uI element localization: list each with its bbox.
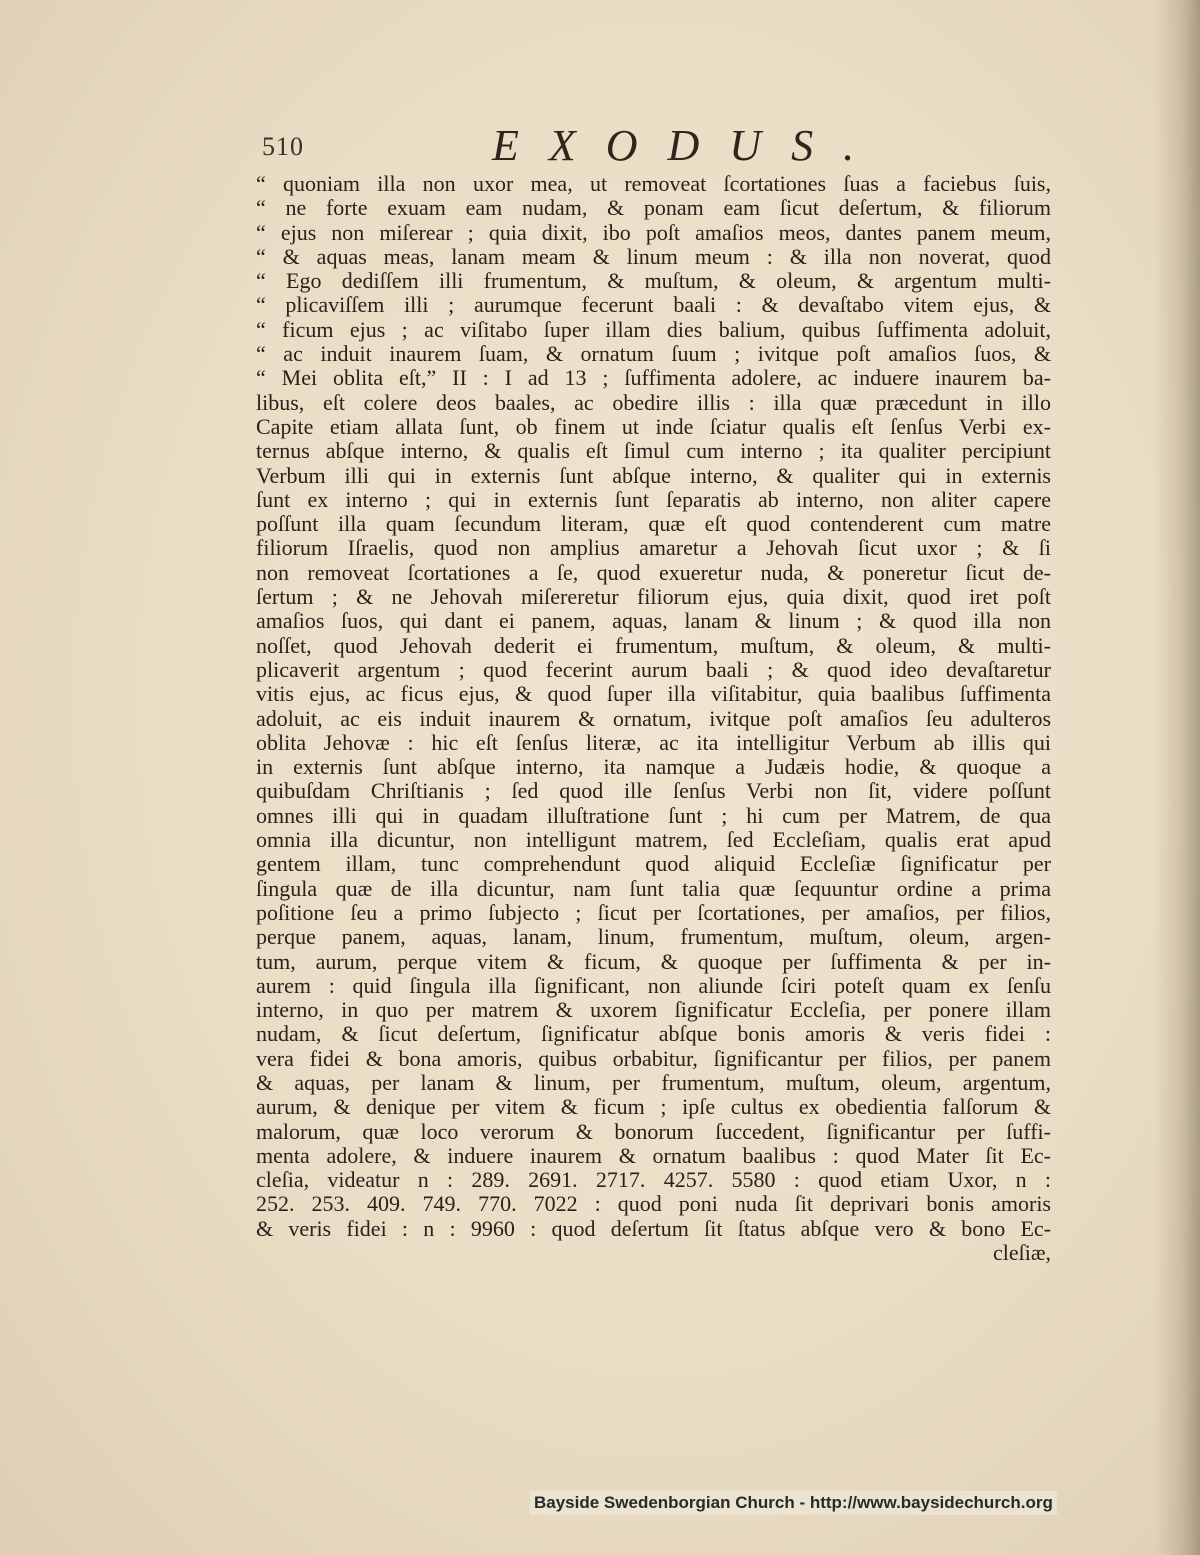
text-line: menta adolere, & induere inaurem & ornatum baalibus : quod Mater ſit Ec- bbox=[256, 1143, 1051, 1168]
text-line: ſunt ex interno ; qui in externis ſunt ſeparatis ab interno, non aliter capere bbox=[256, 487, 1051, 512]
body-text bbox=[256, 172, 1051, 1265]
text-line: tum, aurum, perque vitem & ficum, & quoque per ſuffimenta & per in- bbox=[256, 949, 1051, 974]
text-line: aurem : quid ſingula illa ſignificant, non aliunde ſciri poteſt quam ex ſenſu bbox=[256, 973, 1051, 998]
text-line: “ quoniam illa non uxor mea, ut removeat ſcortationes ſuas a faciebus ſuis, bbox=[256, 172, 1051, 196]
watermark-credit: Bayside Swedenborgian Church - http://www.baysidechurch.org bbox=[530, 1491, 1057, 1515]
text-line: “ ficum ejus ; ac viſitabo ſuper illam dies balium, quibus ſuffimenta adoluit, bbox=[256, 317, 1051, 342]
text-line: ternus abſque interno, & qualis eſt ſimul cum interno ; ita qualiter percipiunt bbox=[256, 439, 1051, 464]
text-line: Verbum illi qui in externis ſunt abſque interno, & qualiter qui in externis bbox=[256, 463, 1051, 488]
text-line: ſertum ; & ne Jehovah miſereretur filiorum ejus, quia dixit, quod iret poſt bbox=[256, 585, 1051, 610]
text-line: filiorum Iſraelis, quod non amplius amaretur a Jehovah ſicut uxor ; & ſi bbox=[256, 536, 1051, 561]
running-title: EXODUS. bbox=[492, 121, 885, 170]
text-line: noſſet, quod Jehovah dederit ei frumentum, muſtum, & oleum, & multi- bbox=[256, 633, 1051, 658]
page-header bbox=[262, 120, 1062, 170]
text-line: omnia illa dicuntur, non intelligunt matrem, ſed Eccleſiam, qualis erat apud bbox=[256, 828, 1051, 853]
text-line: nudam, & ſicut deſertum, ſignificatur abſque bonis amoris & veris fidei : bbox=[256, 1022, 1051, 1047]
text-line: omnes illi qui in quadam illuſtratione ſunt ; hi cum per Matrem, de qua bbox=[256, 803, 1051, 828]
text-line: non removeat ſcortationes a ſe, quod exueretur nuda, & poneretur ſicut de- bbox=[256, 560, 1051, 585]
text-line: 252. 253. 409. 749. 770. 7022 : quod poni nuda ſit deprivari bonis amoris bbox=[256, 1192, 1051, 1217]
text-line: “ ac induit inaurem ſuam, & ornatum ſuum ; ivitque poſt amaſios ſuos, & bbox=[256, 342, 1051, 367]
text-line: quibuſdam Chriſtianis ; ſed quod ille ſenſus Verbi non ſit, videre poſſunt bbox=[256, 779, 1051, 804]
text-line: ſingula quæ de illa dicuntur, nam ſunt talia quæ ſequuntur ordine a prima bbox=[256, 876, 1051, 901]
text-line: adoluit, ac eis induit inaurem & ornatum, ivitque poſt amaſios ſeu adulteros bbox=[256, 706, 1051, 731]
text-line: libus, eſt colere deos baales, ac obedire illis : illa quæ præcedunt in illo bbox=[256, 390, 1051, 415]
text-line: in externis ſunt abſque interno, ita namque a Judæis hodie, & quoque a bbox=[256, 755, 1051, 780]
text-line: malorum, quæ loco verorum & bonorum ſuccedent, ſignificantur per ſuffi- bbox=[256, 1119, 1051, 1144]
text-line: “ & aquas meas, lanam meam & linum meum : & illa non noverat, quod bbox=[256, 244, 1051, 269]
text-line: “ Ego dediſſem illi frumentum, & muſtum, & oleum, & argentum multi- bbox=[256, 269, 1051, 294]
text-line: plicaverit argentum ; quod fecerint aurum baali ; & quod ideo devaſtaretur bbox=[256, 657, 1051, 682]
text-line: vitis ejus, ac ficus ejus, & quod ſuper illa viſitabitur, quia baalibus ſuffimenta bbox=[256, 682, 1051, 707]
text-line: aurum, & denique per vitem & ficum ; ipſe cultus ex obedientia falſorum & bbox=[256, 1095, 1051, 1120]
text-line: Capite etiam allata ſunt, ob finem ut inde ſciatur qualis eſt ſenſus Verbi ex- bbox=[256, 414, 1051, 439]
text-line: poſitione ſeu a primo ſubjecto ; ſicut per ſcortationes, per amaſios, per filios, bbox=[256, 900, 1051, 925]
page-number: 510 bbox=[262, 132, 304, 161]
text-line: & veris fidei : n : 9960 : quod deſertum ſit ſtatus abſque vero & bono Ec- bbox=[256, 1216, 1051, 1241]
text-line: poſſunt illa quam ſecundum literam, quæ eſt quod contenderent cum matre bbox=[256, 512, 1051, 537]
text-line: oblita Jehovæ : hic eſt ſenſus literæ, ac ita intelligitur Verbum ab illis qui bbox=[256, 730, 1051, 755]
text-line: gentem illam, tunc comprehendunt quod aliquid Eccleſiæ ſignificatur per bbox=[256, 852, 1051, 877]
text-line: “ plicaviſſem illi ; aurumque fecerunt baali : & devaſtabo vitem ejus, & bbox=[256, 293, 1051, 318]
text-line: “ Mei oblita eſt,” II : I ad 13 ; ſuffimenta adolere, ac induere inaurem ba- bbox=[256, 366, 1051, 391]
text-line: cleſia, videatur n : 289. 2691. 2717. 4257. 5580 : quod etiam Uxor, n : bbox=[256, 1168, 1051, 1193]
text-line: perque panem, aquas, lanam, linum, frumentum, muſtum, oleum, argen- bbox=[256, 925, 1051, 950]
text-line: “ ne forte exuam eam nudam, & ponam eam ſicut deſertum, & filiorum bbox=[256, 196, 1051, 221]
book-gutter-shadow bbox=[1154, 0, 1200, 1555]
text-line: cleſiæ, bbox=[992, 1241, 1051, 1266]
text-line: & aquas, per lanam & linum, per frumentum, muſtum, oleum, argentum, bbox=[256, 1070, 1051, 1095]
text-line: amaſios ſuos, qui dant ei panem, aquas, lanam & linum ; & quod illa non bbox=[256, 609, 1051, 634]
text-line: vera fidei & bona amoris, quibus orbabitur, ſignificantur per filios, per panem bbox=[256, 1046, 1051, 1071]
text-line: “ ejus non miſerear ; quia dixit, ibo poſt amaſios meos, dantes panem meum, bbox=[256, 220, 1051, 245]
text-line: interno, in quo per matrem & uxorem ſignificatur Eccleſia, per ponere illam bbox=[256, 998, 1051, 1023]
